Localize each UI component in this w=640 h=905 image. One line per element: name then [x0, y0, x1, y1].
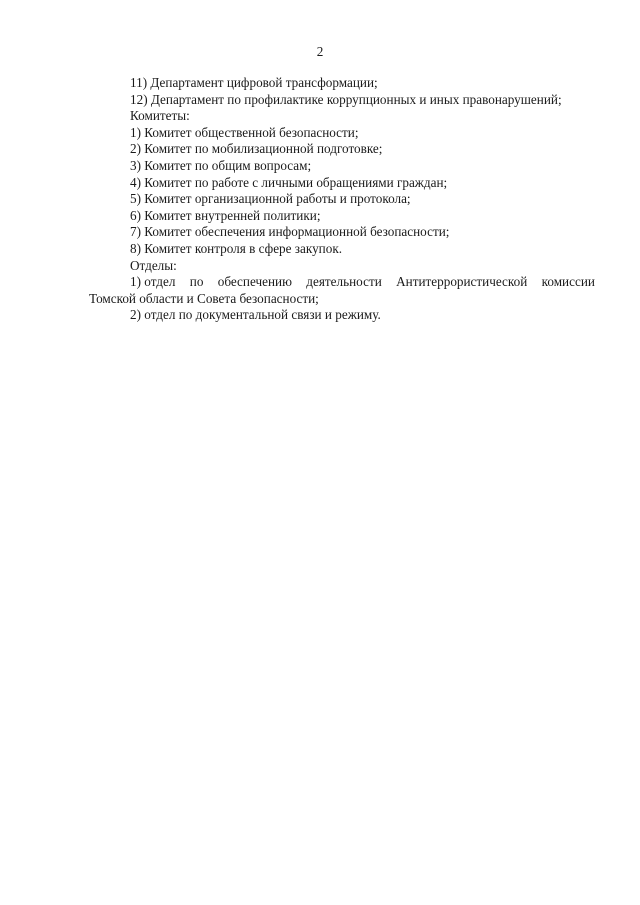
committees-heading: Комитеты: [130, 108, 190, 124]
committee-item-1: 1) Комитет общественной безопасности; [130, 124, 359, 140]
department-item-11: 11) Департамент цифровой трансформации; [130, 75, 378, 90]
committee-item-5: 5) Комитет организационной работы и протокола; [130, 191, 411, 207]
division-item-1-word: Антитеррористической [396, 274, 528, 290]
committee-item-7: 7) Комитет обеспечения информационной безопасности; [130, 224, 450, 240]
division-item-1-word: обеспечению [217, 274, 292, 290]
page-number: 2 [316, 44, 324, 59]
division-item-1-word: комиссии [541, 274, 595, 290]
division-item-1-word: по [189, 274, 204, 290]
document-body [89, 75, 595, 324]
division-item-1-continuation: Томской области и Совета безопасности; [89, 290, 319, 306]
division-item-2: 2) отдел по документальной связи и режиму. [130, 307, 381, 323]
department-item-12: 12) Департамент по профилактике коррупционных и иных правонарушений; [130, 91, 562, 107]
division-item-1-word: деятельности [306, 274, 382, 290]
committee-item-8: 8) Комитет контроля в сфере закупок. [130, 240, 343, 256]
committee-item-3: 3) Комитет по общим вопросам; [130, 157, 312, 173]
committee-item-4: 4) Комитет по работе с личными обращениями граждан; [130, 174, 448, 190]
committee-item-2: 2) Комитет по мобилизационной подготовке; [130, 141, 383, 157]
divisions-heading: Отделы: [130, 257, 177, 273]
division-item-1 [89, 274, 595, 291]
division-item-1-word: 1) отдел [130, 274, 176, 290]
committee-item-6: 6) Комитет внутренней политики; [130, 207, 321, 223]
